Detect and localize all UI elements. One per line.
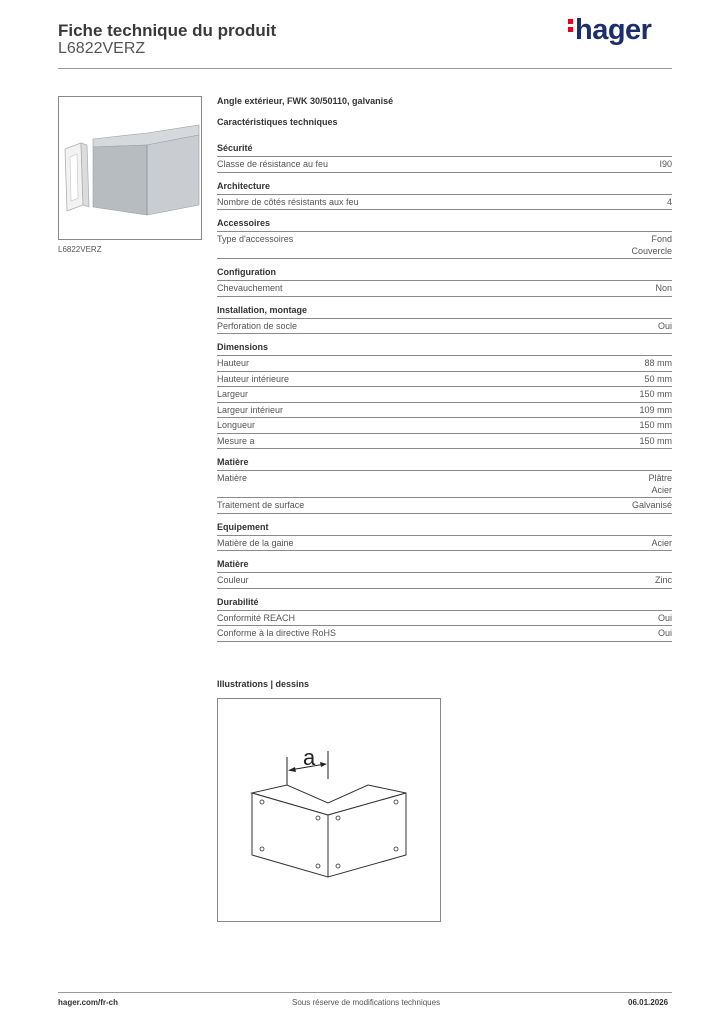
dimension-a-label: a <box>303 745 316 770</box>
spec-row <box>217 418 672 434</box>
illustrations-heading: Illustrations | dessins <box>217 679 310 689</box>
spec-label: Matière de la gaine <box>217 537 294 548</box>
spec-value: I90 <box>659 159 672 169</box>
footer-notice: Sous réserve de modifications techniques <box>292 998 441 1007</box>
photo-caption: L6822VERZ <box>58 245 102 254</box>
spec-values <box>651 538 672 550</box>
spec-values <box>644 374 672 386</box>
spec-section <box>217 218 672 259</box>
spec-section <box>217 305 672 335</box>
spec-label: Nombre de côtés résistants aux feu <box>217 196 359 207</box>
spec-value: 150 mm <box>639 435 672 446</box>
footer-divider <box>58 992 672 993</box>
spec-value: Acier <box>651 484 672 495</box>
spec-value: Galvanisé <box>631 500 672 510</box>
spec-value: Couvercle <box>631 245 672 256</box>
spec-label: Hauteur intérieure <box>217 373 290 384</box>
spec-label: Conformité REACH <box>217 612 296 623</box>
spec-section <box>217 522 672 552</box>
section-title: Accessoires <box>217 218 672 232</box>
spec-label: Traitement de surface <box>217 500 305 510</box>
spec-row <box>217 626 672 642</box>
product-code: L6822VERZ <box>58 40 146 57</box>
spec-value: 150 mm <box>639 420 672 430</box>
spec-row <box>217 611 672 627</box>
spec-value: Oui <box>657 612 672 623</box>
spec-row <box>217 281 672 297</box>
spec-value: 88 mm <box>644 358 672 368</box>
spec-values <box>639 436 672 448</box>
spec-values <box>658 613 672 625</box>
spec-label: Longueur <box>217 420 256 430</box>
spec-values <box>639 405 672 417</box>
logo-dots-icon <box>568 16 573 35</box>
spec-value: Acier <box>651 537 672 548</box>
section-title: Configuration <box>217 267 672 281</box>
spec-label: Largeur <box>217 389 249 399</box>
spec-value: 4 <box>666 196 672 207</box>
spec-values <box>639 389 672 401</box>
section-title: Sécurité <box>217 143 672 157</box>
spec-value: Fond <box>651 234 672 244</box>
product-photo <box>58 96 202 240</box>
spec-values <box>648 473 672 496</box>
logo-text: hager <box>575 14 652 46</box>
section-title: Matière <box>217 457 672 471</box>
spec-sections <box>217 143 672 642</box>
footer-date: 06.01.2026 <box>628 998 669 1007</box>
spec-section <box>217 342 672 449</box>
spec-row <box>217 403 672 419</box>
product-description: Angle extérieur, FWK 30/50110, galvanisé <box>217 96 394 106</box>
section-title: Durabilité <box>217 597 672 611</box>
spec-section <box>217 559 672 589</box>
header-divider <box>58 68 672 69</box>
spec-row <box>217 157 672 173</box>
spec-values <box>632 500 672 512</box>
spec-content <box>217 96 672 650</box>
spec-row <box>217 434 672 450</box>
spec-section <box>217 143 672 173</box>
spec-section <box>217 457 672 514</box>
spec-values <box>655 575 672 587</box>
specs-heading: Caractéristiques techniques <box>217 117 338 127</box>
spec-row <box>217 498 672 514</box>
corner-drawing-icon <box>218 699 440 921</box>
spec-row <box>217 232 672 259</box>
spec-row <box>217 319 672 335</box>
spec-row <box>217 372 672 388</box>
spec-values <box>644 358 672 370</box>
spec-section <box>217 267 672 297</box>
spec-section <box>217 597 672 642</box>
spec-row <box>217 195 672 211</box>
spec-values <box>639 420 672 432</box>
spec-value: 150 mm <box>639 389 672 399</box>
spec-value: Oui <box>657 320 672 331</box>
spec-value: 109 mm <box>639 404 672 415</box>
spec-label: Matière <box>217 473 248 483</box>
spec-values <box>659 159 672 171</box>
spec-label: Chevauchement <box>217 283 283 293</box>
spec-values <box>658 628 672 640</box>
spec-label: Largeur intérieur <box>217 404 284 415</box>
spec-values <box>658 321 672 333</box>
spec-value: Oui <box>657 628 672 638</box>
spec-values <box>655 283 672 295</box>
spec-label: Classe de résistance au feu <box>217 159 329 169</box>
section-title: Equipement <box>217 522 672 536</box>
spec-value: 50 mm <box>644 373 672 384</box>
spec-row <box>217 536 672 552</box>
spec-label: Hauteur <box>217 358 250 368</box>
spec-value: Non <box>655 283 672 293</box>
section-title: Architecture <box>217 181 672 195</box>
spec-row <box>217 387 672 403</box>
spec-label: Couleur <box>217 575 249 585</box>
spec-label: Perforation de socle <box>217 320 298 331</box>
spec-values <box>631 234 672 257</box>
section-title: Installation, montage <box>217 305 672 319</box>
section-title: Dimensions <box>217 342 672 356</box>
spec-section <box>217 181 672 211</box>
spec-label: Conforme à la directive RoHS <box>217 628 337 638</box>
section-title: Matière <box>217 559 672 573</box>
spec-row <box>217 573 672 589</box>
spec-value: Zinc <box>654 575 672 585</box>
spec-row <box>217 471 672 498</box>
spec-value: Plâtre <box>648 473 672 483</box>
page-title: Fiche technique du produit <box>58 21 277 40</box>
hager-logo <box>568 14 651 47</box>
spec-label: Type d'accessoires <box>217 234 294 244</box>
spec-label: Mesure a <box>217 435 255 446</box>
illustration-frame <box>217 698 441 922</box>
product-image-icon <box>59 97 201 239</box>
footer-website-link[interactable]: hager.com/fr-ch <box>58 998 119 1007</box>
spec-values <box>667 197 672 209</box>
spec-row <box>217 356 672 372</box>
